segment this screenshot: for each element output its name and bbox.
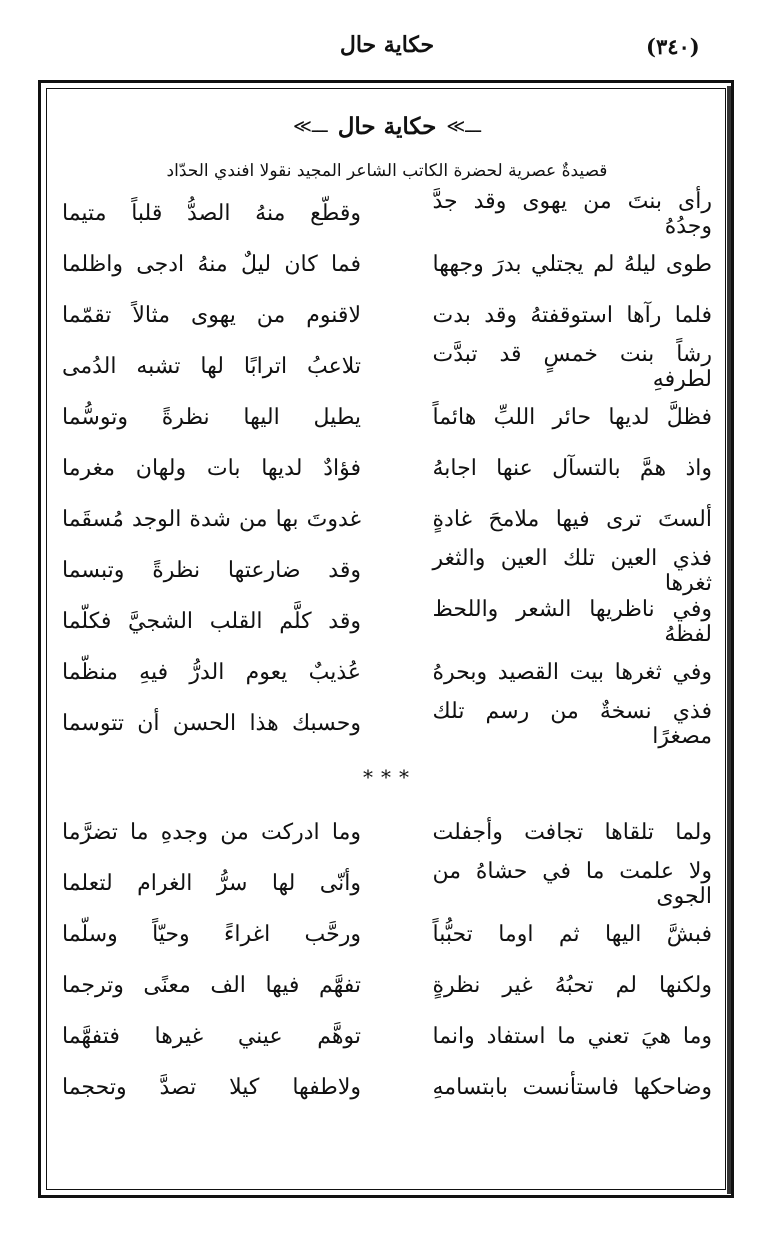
verse-second-hemistich: يطيل اليها نظرةً وتوسُّما [62, 405, 361, 430]
verse-first-hemistich: ولكنها لم تحبُهُ غير نظرةٍ [432, 973, 712, 998]
running-title: حكاية حال [339, 32, 435, 58]
verse-line [62, 443, 712, 494]
verse-second-hemistich: عُذيبٌ يعوم الدرُّ فيهِ منظّما [62, 660, 361, 685]
verse-second-hemistich: ورحَّب اغراءً وحيّاً وسلّما [62, 922, 361, 947]
verse-first-hemistich: فبشَّ اليها ثم اوما تحبُّباً [432, 922, 712, 947]
verse-line [62, 960, 712, 1011]
verse-line [62, 188, 712, 239]
verse-line [62, 392, 712, 443]
verse-first-hemistich: وما هيَ تعني ما استفاد وانما [432, 1024, 712, 1049]
stanza-2 [62, 807, 712, 1113]
verse-line [62, 698, 712, 749]
poem-content [62, 96, 712, 1113]
verse-second-hemistich: تفهَّم فيها الف معنًى وترجما [62, 973, 361, 998]
stanza-separator: * * * [363, 765, 411, 789]
page-number: (٣٤٠) [646, 34, 700, 59]
verse-second-hemistich: فما كان ليلٌ منهُ ادجى واظلما [62, 252, 361, 277]
verse-first-hemistich: وضاحكها فاستأنست بابتسامهِ [432, 1075, 712, 1100]
verse-first-hemistich: واذ همَّ بالتسآل عنها اجابهُ [432, 456, 712, 481]
verse-first-hemistich: ألستَ ترى فيها ملامحَ غادةٍ [432, 507, 712, 532]
verse-first-hemistich: فظلَّ لديها حائر اللبِّ هائماً [432, 405, 712, 430]
verse-line [62, 545, 712, 596]
verse-second-hemistich: غدوتَ بها من شدة الوجد مُسقَما [62, 507, 361, 532]
verse-line [62, 239, 712, 290]
verse-second-hemistich: وقطّع منهُ الصدُّ قلباً متيما [62, 201, 361, 226]
verse-line [62, 858, 712, 909]
verse-second-hemistich: توهَّم عيني غيرها فتفهَّما [62, 1024, 361, 1049]
verse-first-hemistich: طوى ليلهُ لم يجتلي بدرَ وجهها [432, 252, 712, 277]
verse-line [62, 909, 712, 960]
verse-line [62, 807, 712, 858]
verse-first-hemistich: وفي ثغرها بيت القصيد وبحرهُ [432, 660, 712, 685]
poem-title: حكاية حال [337, 112, 437, 140]
poem-title-row [62, 96, 712, 156]
verse-line [62, 494, 712, 545]
verse-first-hemistich: رشاً بنت خمسٍ قد تبدَّت لطرفهِ [432, 341, 712, 392]
verse-line [62, 1062, 712, 1113]
verse-first-hemistich: رأى بنتَ من يهوى وقد جدَّ وجدُهُ [432, 188, 712, 239]
poem-subtitle: قصيدةٌ عصرية لحضرة الكاتب الشاعر المجيد نقولا افندي الحدّاد [166, 161, 608, 181]
page-frame-shadow [727, 86, 731, 1194]
stanza-1 [62, 188, 712, 749]
verse-second-hemistich: وحسبك هذا الحسن أن تتوسما [62, 711, 361, 736]
verse-first-hemistich: فلما رآها استوقفتهُ وقد بدت [432, 303, 712, 328]
verse-first-hemistich: فذي نسخةٌ من رسم تلك مصغرًا [432, 698, 712, 749]
title-ornament-left: ـــ≫ [293, 115, 328, 137]
verse-second-hemistich: تلاعبُ اترابًا لها تشبه الدُمى [62, 354, 361, 379]
verse-second-hemistich: فؤادٌ لديها بات ولهان مغرما [62, 456, 361, 481]
verse-line [62, 1011, 712, 1062]
verse-first-hemistich: ولما تلقاها تجافت وأجفلت [432, 820, 712, 845]
verse-line [62, 647, 712, 698]
verse-second-hemistich: وأنّى لها سرُّ الغرام لتعلما [62, 871, 361, 896]
verse-line [62, 290, 712, 341]
verse-second-hemistich: وما ادركت من وجدهِ ما تضرَّما [62, 820, 361, 845]
verse-second-hemistich: لاقنوم من يهوى مثالاً تقمّما [62, 303, 361, 328]
verse-second-hemistich: ولاطفها كيلا تصدَّ وتحجما [62, 1075, 361, 1100]
verse-line [62, 596, 712, 647]
title-ornament-right: ـــ≫ [446, 115, 481, 137]
verse-first-hemistich: وفي ناظريها الشعر واللحظ لفظهُ [432, 596, 712, 647]
verse-line [62, 341, 712, 392]
verse-first-hemistich: ولا علمت ما في حشاهُ من الجوى [432, 858, 712, 909]
verse-second-hemistich: وقد كلَّم القلب الشجيَّ فكلّما [62, 609, 361, 634]
verse-second-hemistich: وقد ضارعتها نظرةً وتبسما [62, 558, 361, 583]
verse-first-hemistich: فذي العين تلك العين والثغر ثغرها [432, 545, 712, 596]
page-header [40, 26, 734, 70]
